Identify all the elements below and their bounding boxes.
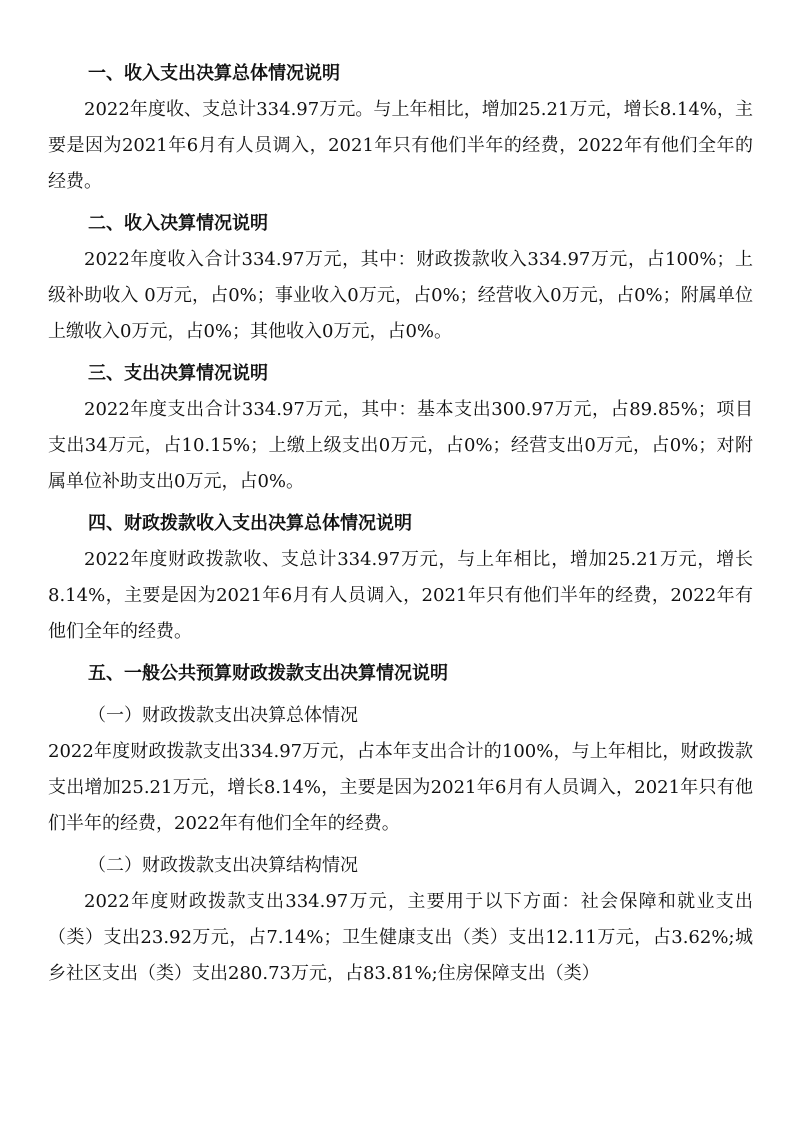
section-heading-2: 二、收入决算情况说明 [88,213,268,234]
subsection-body-5-1: 2022年度财政拨款支出334.97万元，占本年支出合计的100%，与上年相比，财政拨款支出增加25.21万元，增长8.14%，主要是因为2021年6月有人员调入，2021年只有他们半年的经费，2022年有他们全年的经费。 [48,741,753,834]
subsection-heading-5-2: （二）财政拨款支出决算结构情况 [88,855,358,876]
section-body-3: 2022年度支出合计334.97万元，其中：基本支出300.97万元，占89.85%；项目支出34万元，占10.15%；上缴上级支出0万元，占0%；经营支出0万元，占0%；对附属单位补助支出0万元，占0%。 [48,399,753,492]
section-body-4: 2022年度财政拨款收、支总计334.97万元，与上年相比，增加25.21万元，增长8.14%，主要是因为2021年6月有人员调入，2021年只有他们半年的经费，2022年有他们全年的经费。 [48,549,753,642]
subsection-heading-5-1: （一）财政拨款支出决算总体情况 [88,705,358,726]
section-heading-1: 一、收入支出决算总体情况说明 [88,63,340,84]
section-heading-5: 五、一般公共预算财政拨款支出决算情况说明 [88,663,448,684]
subsection-body-5-2: 2022年度财政拨款支出334.97万元，主要用于以下方面：社会保障和就业支出（类）支出23.92万元，占7.14%；卫生健康支出（类）支出12.11万元，占3.62%;城乡社区支出（类）支出280.73万元，占83.81%;住房保障支出（类） [48,891,753,984]
section-body-1: 2022年度收、支总计334.97万元。与上年相比，增加25.21万元，增长8.14%，主要是因为2021年6月有人员调入，2021年只有他们半年的经费，2022年有他们全年的经费。 [48,99,753,192]
section-body-2: 2022年度收入合计334.97万元，其中：财政拨款收入334.97万元，占100%；上级补助收入 0万元，占0%；事业收入0万元，占0%；经营收入0万元，占0%；附属单位上缴收入0万元，占0%；其他收入0万元，占0%。 [48,249,753,342]
section-heading-3: 三、支出决算情况说明 [88,363,268,384]
section-heading-4: 四、财政拨款收入支出决算总体情况说明 [88,513,412,534]
document-page [48,56,753,992]
